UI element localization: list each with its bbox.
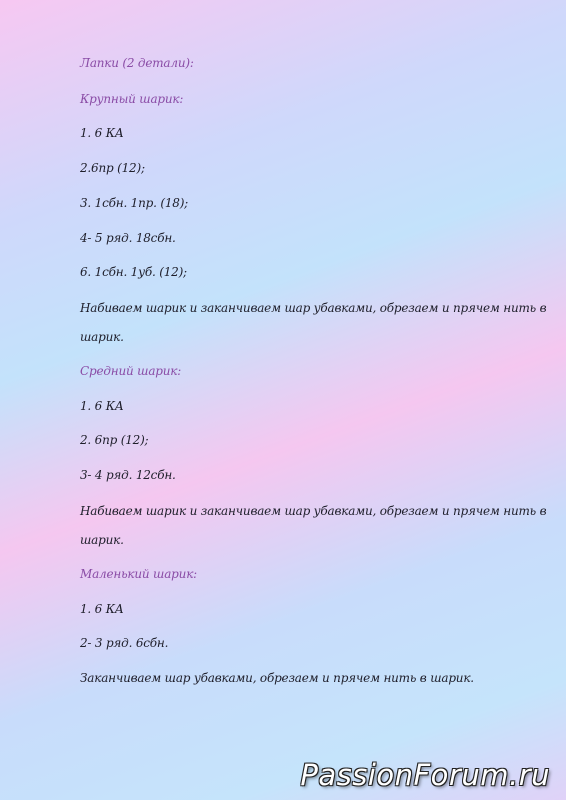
instruction-line: 1. 6 КА (80, 126, 124, 140)
site-watermark: PassionForum.ru (300, 758, 550, 792)
subsection-title-medium-ball: Средний шарик: (80, 364, 182, 378)
instruction-line: 4- 5 ряд. 18сбн. (80, 231, 176, 245)
instruction-line: 2.6пр (12); (80, 161, 145, 175)
instruction-line: Заканчиваем шар убавками, обрезаем и прячем нить в шарик. (80, 671, 474, 685)
instruction-line: 3. 1сбн. 1пр. (18); (80, 196, 189, 210)
instruction-paragraph-line: шарик. (80, 330, 124, 344)
instruction-paragraph-line: Набиваем шарик и заканчиваем шар убавками, обрезаем и прячем нить в (80, 301, 547, 315)
instruction-paragraph-line: шарик. (80, 533, 124, 547)
instruction-line: 6. 1сбн. 1уб. (12); (80, 265, 187, 279)
instruction-line: 1. 6 КА (80, 399, 124, 413)
subsection-title-small-ball: Маленький шарик: (80, 567, 197, 581)
instruction-paragraph-line: Набиваем шарик и заканчиваем шар убавками, обрезаем и прячем нить в (80, 504, 547, 518)
subsection-title-large-ball: Крупный шарик: (80, 92, 184, 106)
instruction-line: 1. 6 КА (80, 602, 124, 616)
instruction-line: 3- 4 ряд. 12сбн. (80, 468, 176, 482)
instruction-line: 2- 3 ряд. 6сбн. (80, 636, 169, 650)
section-title-paws: Лапки (2 детали): (80, 56, 194, 70)
instruction-line: 2. 6пр (12); (80, 433, 149, 447)
